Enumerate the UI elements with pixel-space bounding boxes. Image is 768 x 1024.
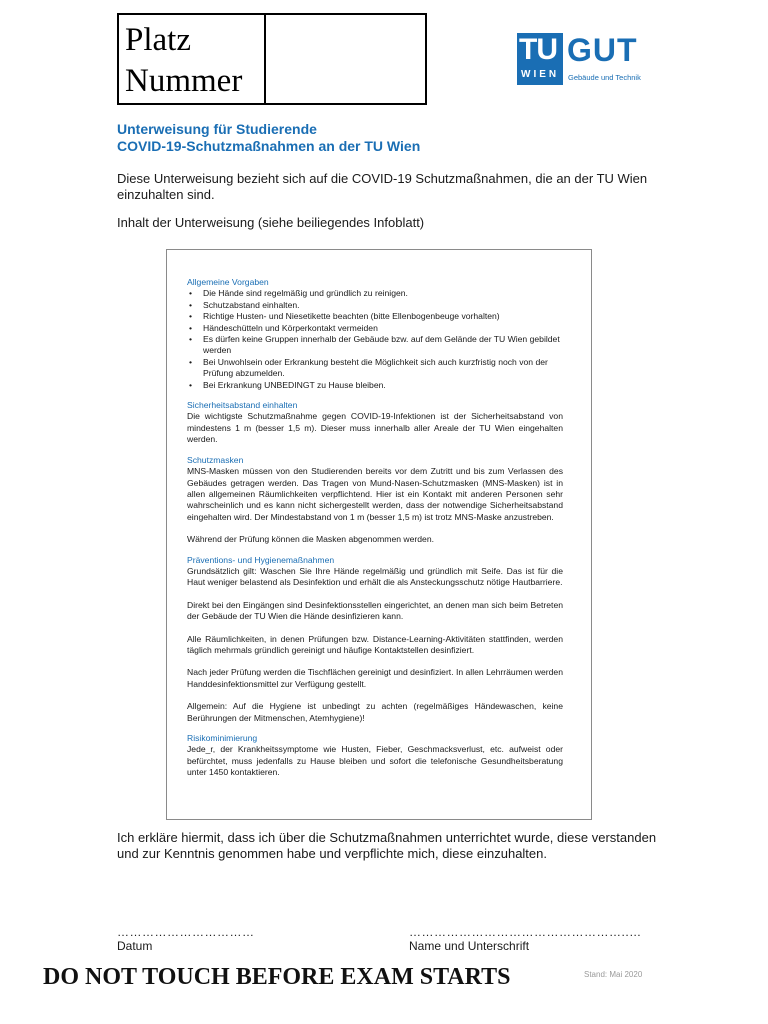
intro-text: Diese Unterweisung bezieht sich auf die COVID-19 Schutzmaßnahmen, die an der TU Wien einzuhalten sind. <box>117 171 648 202</box>
infoblatt-panel <box>166 249 592 820</box>
list-item: • Die Hände sind regelmäßig und gründlich zu reinigen. <box>187 288 563 299</box>
risk-section <box>187 733 563 779</box>
exam-notice: DO NOT TOUCH BEFORE EXAM STARTS <box>43 964 511 990</box>
hygiene-text-3: Alle Räumlichkeiten, in denen Prüfungen bzw. Distance-Learning-Aktivitäten stattfinden, werden täglich mehrmals gründlich gereinigt und häufige Kontaktstellen desinfiziert. <box>187 633 563 655</box>
date-label: Datum <box>117 939 153 953</box>
risk-title: Risikominimierung <box>187 733 258 743</box>
content-label: Inhalt der Unterweisung (siehe beiliegendes Infoblatt) <box>117 215 425 230</box>
logo-gut-text: GUT <box>567 32 638 68</box>
general-list <box>187 288 563 391</box>
distance-text: Die wichtigste Schutzmaßnahme gegen COVID-19-Infektionen ist der Sicherheitsabstand von mindestens 1 m (besser 1,5 m). Dieser muss innerhalb aller Areale der TU Wien eingehalten werden. <box>187 411 563 445</box>
place-number-label <box>119 15 266 103</box>
list-item: • Richtige Husten- und Niesetikette beachten (bitte Ellenbogenbeuge vorhalten) <box>187 311 563 322</box>
infoblatt-content <box>187 277 563 788</box>
hygiene-text-5: Allgemein: Auf die Hygiene ist unbedingt zu achten (regelmäßiges Händewaschen, keine Berührungen der Mitmenschen, Atemhygiene)! <box>187 701 563 723</box>
masks-section <box>187 455 563 546</box>
version-stamp: Stand: Mai 2020 <box>584 970 643 979</box>
list-item: • Es dürfen keine Gruppen innerhalb der Gebäude bzw. auf dem Gelände der TU Wien gebildet werden <box>187 334 563 357</box>
list-item: • Bei Erkrankung UNBEDINGT zu Hause bleiben. <box>187 380 563 391</box>
masks-text-1: MNS-Masken müssen von den Studierenden bereits vor dem Zutritt und bis zum Verlassen des Gebäudes getragen werden. Das Tragen von Mund-Nasen-Schutzmasken (MNS-Masken) ist in allen allgemeinen Räumlichkeiten verpflichtend. Hier ist ein Kontakt mit anderen Personen sehr wahrscheinlich und es kann nicht sichergestellt werden, dass der notwendige Sicherheitsabstand eingehalten wird. Der Mindestabstand von 1 m (besser 1,5 m) ist trotz MNS-Maske anzustreben. <box>187 466 563 522</box>
tu-gut-logo <box>517 33 657 85</box>
heading-line2: COVID-19-Schutzmaßnahmen an der TU Wien <box>117 138 421 154</box>
logo-wien-text: WIEN <box>521 69 560 80</box>
place-number-box <box>117 13 427 105</box>
place-label-line1: Platz <box>125 22 191 58</box>
logo-tu-text: TU <box>519 33 557 66</box>
masks-title: Schutzmasken <box>187 454 244 465</box>
logo-subtitle: Gebäude und Technik <box>568 73 641 82</box>
name-signature-line[interactable]: ……………………………………………..… <box>409 925 642 939</box>
list-item: • Bei Unwohlsein oder Erkrankung besteht die Möglichkeit sich auch kurzfristig noch von der Prüfung abzumelden. <box>187 357 563 380</box>
general-title: Allgemeine Vorgaben <box>187 277 269 287</box>
hygiene-title: Präventions- und Hygienemaßnahmen <box>187 554 335 565</box>
place-number-field[interactable] <box>266 15 425 103</box>
declaration-text: Ich erkläre hiermit, dass ich über die Schutzmaßnahmen unterrichtet wurde, diese verstanden und zur Kenntnis genommen habe und verpflichte mich, diese einzuhalten. <box>117 830 657 861</box>
hygiene-text-2: Direkt bei den Eingängen sind Desinfektionsstellen eingerichtet, an denen man sich beim Betreten der Gebäude der TU Wien die Hände desinfizieren kann. <box>187 599 563 622</box>
list-item: • Händeschütteln und Körperkontakt vermeiden <box>187 323 563 334</box>
general-section <box>187 277 563 391</box>
distance-title: Sicherheitsabstand einhalten <box>187 400 298 411</box>
masks-text-2: Während der Prüfung können die Masken abgenommen werden. <box>187 534 434 545</box>
distance-section <box>187 400 563 446</box>
hygiene-text-1: Grundsätzlich gilt: Waschen Sie Ihre Hände regelmäßig und gründlich mit Seife. Das ist für die Haut weniger belastend als Desinfektion und erhält die als Ansteckungsschutz nötige Hautbarriere. <box>187 565 563 588</box>
risk-text: Jede_r, der Krankheitssymptome wie Husten, Fieber, Geschmacksverlust, etc. aufweist oder befürchtet, muss jedenfalls zu Hause bleiben und sofort die telefonische Gesundheitsberatung unter 1450 kontaktieren. <box>187 744 563 778</box>
place-label-line2: Nummer <box>125 63 243 99</box>
hygiene-text-4: Nach jeder Prüfung werden die Tischflächen gereinigt und desinfiziert. In allen Lehrräumen werden Handdesinfektionsmittel zur Verfügung gestellt. <box>187 667 563 689</box>
page-heading <box>117 121 420 155</box>
list-item: • Schutzabstand einhalten. <box>187 300 563 311</box>
name-signature-label: Name und Unterschrift <box>409 939 530 953</box>
date-signature-line[interactable]: …………………………… <box>117 925 255 939</box>
hygiene-section <box>187 555 563 724</box>
heading-line1: Unterweisung für Studierende <box>117 121 317 137</box>
tu-wien-logo-block <box>517 33 563 85</box>
